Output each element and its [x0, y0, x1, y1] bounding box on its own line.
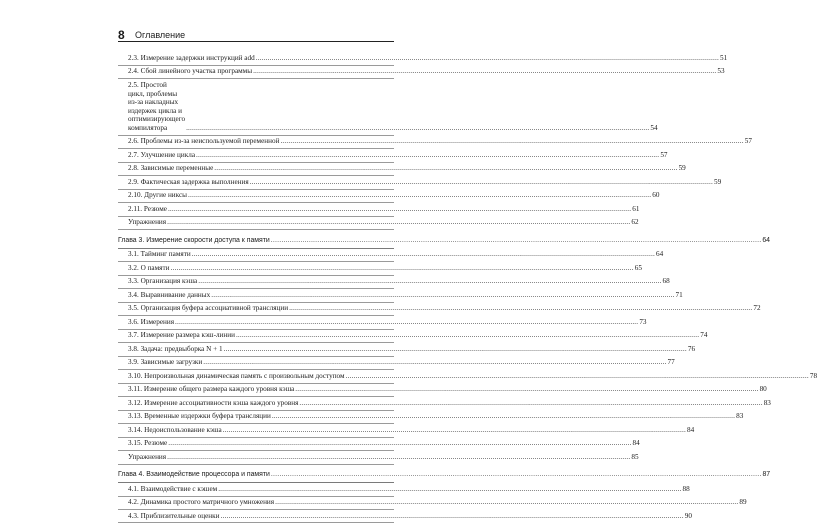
toc-entry-page: 59 — [713, 177, 722, 186]
toc-entry[interactable] — [118, 204, 640, 217]
toc-entry-page: 71 — [675, 290, 683, 299]
toc-leader-dots — [170, 264, 633, 273]
toc-entry-page: 57 — [660, 150, 668, 159]
toc-entry-title: 3.15. Резюме — [128, 439, 168, 448]
toc-entry-page: 51 — [719, 54, 728, 62]
toc-leader-dots — [167, 453, 630, 462]
toc-entry-title: 4.2. Динамика простого матричного умножения — [128, 498, 275, 507]
toc-leader-dots — [256, 54, 719, 63]
toc-entry-title: 3.12. Измерение ассоциативности кэша каждого уровня — [128, 398, 299, 407]
toc-leader-dots — [168, 439, 631, 448]
toc-leader-dots — [224, 345, 687, 354]
toc-entry[interactable] — [118, 412, 744, 424]
toc-entry-title: 2.6. Проблемы из-за неиспользуемой переменной — [128, 137, 280, 146]
toc-leader-dots — [271, 237, 762, 246]
toc-leader-dots — [280, 137, 743, 146]
toc-entry-page: 65 — [634, 263, 642, 272]
toc-entry[interactable] — [118, 498, 747, 510]
toc-entry[interactable] — [118, 67, 725, 79]
toc-entry[interactable] — [118, 80, 658, 136]
toc-entry[interactable] — [118, 398, 771, 411]
toc-entry-page: 53 — [717, 67, 725, 76]
toc-entry[interactable] — [118, 317, 647, 330]
toc-entry-page: 83 — [736, 412, 744, 421]
toc-entry-title: 3.4. Выравнивание данных — [128, 290, 211, 299]
toc-entry-page: 72 — [753, 304, 761, 313]
toc-entry-title: 3.9. Зависимые загрузки — [128, 358, 203, 367]
toc-entry-title: 3.5. Организация буфера ассоциативной трансляции — [128, 304, 289, 313]
toc-leader-dots — [211, 291, 674, 300]
toc-leader-dots — [188, 191, 651, 200]
toc-entry[interactable] — [118, 250, 664, 262]
toc-leader-dots — [272, 412, 735, 421]
toc-leader-dots — [175, 318, 638, 327]
toc-entry-page: 57 — [744, 137, 752, 146]
toc-leader-dots — [271, 471, 762, 480]
toc-entry-page: 62 — [631, 218, 639, 227]
toc-entry-title: 3.14. Недоиспользование кэша — [128, 425, 222, 434]
toc-entry-title: 2.10. Другие никсы — [128, 191, 187, 200]
toc-entry-title: Глава 3. Измерение скорости доступа к памяти — [118, 236, 270, 244]
toc-leader-dots — [299, 399, 762, 408]
toc-entry-page: 83 — [763, 398, 771, 407]
toc-entry-page: 78 — [809, 371, 817, 380]
toc-entry[interactable] — [118, 177, 722, 190]
toc-entry-page: 80 — [759, 385, 767, 394]
toc-entry-title: Упражнения — [128, 452, 167, 461]
toc-entry[interactable] — [118, 439, 640, 451]
toc-entry[interactable] — [118, 484, 690, 497]
toc-entry[interactable] — [118, 150, 668, 163]
toc-entry-page: 85 — [631, 452, 639, 461]
toc-entry-page: 84 — [687, 425, 695, 434]
toc-entry[interactable] — [118, 304, 761, 316]
toc-entry-page: 68 — [662, 277, 670, 286]
header-rule — [118, 41, 394, 42]
toc-entry[interactable] — [118, 452, 639, 465]
toc-entry[interactable] — [118, 137, 752, 149]
table-of-contents — [118, 54, 817, 525]
toc-leader-dots — [167, 218, 630, 227]
toc-entry[interactable] — [118, 263, 642, 276]
toc-entry[interactable] — [118, 277, 670, 289]
page-number: 8 — [118, 28, 125, 42]
toc-entry-title: 2.8. Зависимые переменные — [128, 164, 214, 173]
toc-entry[interactable] — [118, 164, 686, 176]
toc-entry-title: 2.3. Измерение задержки инструкций add — [128, 54, 255, 62]
running-title: Оглавление — [135, 30, 186, 40]
toc-entry-title: 3.2. О памяти — [128, 263, 170, 272]
toc-entry-title: 3.7. Измерение размера кэш-линии — [128, 331, 235, 340]
toc-entry[interactable] — [118, 344, 696, 357]
toc-entry-title: 3.10. Непроизвольная динамическая память с произвольным доступом — [128, 371, 345, 380]
toc-entry-title: 3.11. Измерение общего размера каждого уровня кэша — [128, 385, 295, 394]
toc-entry-page: 77 — [667, 358, 675, 367]
toc-entry-page: 59 — [678, 164, 686, 173]
toc-leader-dots — [168, 205, 631, 214]
toc-entry-title: Упражнения — [128, 218, 167, 227]
toc-entry[interactable] — [118, 358, 675, 370]
toc-leader-dots — [214, 164, 677, 173]
toc-leader-dots — [198, 277, 661, 286]
toc-entry-title: 2.7. Улучшение цикла — [128, 150, 196, 159]
toc-entry[interactable] — [118, 191, 660, 203]
toc-entry-page: 74 — [700, 331, 708, 340]
toc-entry-page: 87 — [762, 471, 771, 479]
toc-entry-title: 3.13. Временные издержки буфера трансляции — [128, 412, 271, 421]
toc-leader-dots — [250, 178, 713, 187]
toc-entry-page: 76 — [687, 344, 696, 353]
toc-entry[interactable] — [118, 385, 767, 397]
toc-entry-page: 89 — [739, 498, 747, 507]
toc-entry[interactable] — [118, 511, 692, 524]
toc-leader-dots — [186, 124, 649, 133]
toc-chapter-entry[interactable] — [118, 471, 771, 483]
toc-entry-page: 61 — [632, 204, 640, 213]
page-header — [118, 28, 394, 42]
toc-leader-dots — [275, 498, 738, 507]
toc-leader-dots — [220, 512, 683, 521]
toc-entry-title: 2.5. Простой цикл, проблемы из-за накладных издержек цикла и оптимизирующего компилятора — [128, 80, 186, 132]
toc-entry[interactable] — [118, 425, 695, 438]
toc-leader-dots — [346, 372, 809, 381]
toc-leader-dots — [253, 67, 716, 76]
toc-entry-page: 84 — [632, 439, 640, 448]
toc-leader-dots — [295, 385, 758, 394]
toc-entry-title: 3.3. Организация кэша — [128, 277, 198, 286]
toc-leader-dots — [203, 358, 666, 367]
toc-entry-title: 2.9. Фактическая задержка выполнения — [128, 177, 249, 186]
toc-entry-page: 54 — [650, 123, 658, 132]
toc-entry-title: 2.11. Резюме — [128, 204, 167, 213]
toc-entry-title: 4.1. Взаимодействие с кэшем — [128, 484, 218, 493]
toc-entry-title: 3.1. Тайминг памяти — [128, 250, 191, 259]
toc-entry-page: 90 — [684, 511, 692, 520]
toc-leader-dots — [289, 304, 752, 313]
toc-entry-page: 64 — [655, 250, 664, 259]
toc-entry-page: 60 — [652, 191, 660, 200]
toc-entry-title: Глава 4. Взаимодействие процессора и памяти — [118, 471, 270, 479]
toc-entry[interactable] — [118, 371, 817, 384]
toc-leader-dots — [218, 485, 681, 494]
toc-leader-dots — [192, 250, 655, 259]
toc-entry[interactable] — [118, 218, 639, 230]
toc-entry-title: 2.4. Сбой линейного участка программы — [128, 67, 253, 76]
toc-entry[interactable] — [118, 331, 708, 343]
toc-leader-dots — [223, 426, 686, 435]
toc-entry-page: 88 — [682, 484, 690, 493]
toc-leader-dots — [196, 151, 659, 160]
toc-chapter-entry[interactable] — [118, 236, 770, 249]
toc-entry-title: 4.3. Приблизительные оценки — [128, 511, 220, 520]
toc-entry-title: 3.8. Задача: предвыборка N + 1 — [128, 344, 223, 353]
toc-entry[interactable] — [118, 54, 728, 66]
toc-leader-dots — [236, 331, 699, 340]
toc-entry-page: 73 — [639, 317, 647, 326]
toc-entry-title: 3.6. Измерения — [128, 317, 175, 326]
toc-entry[interactable] — [118, 290, 683, 303]
toc-entry-page: 64 — [762, 236, 770, 244]
